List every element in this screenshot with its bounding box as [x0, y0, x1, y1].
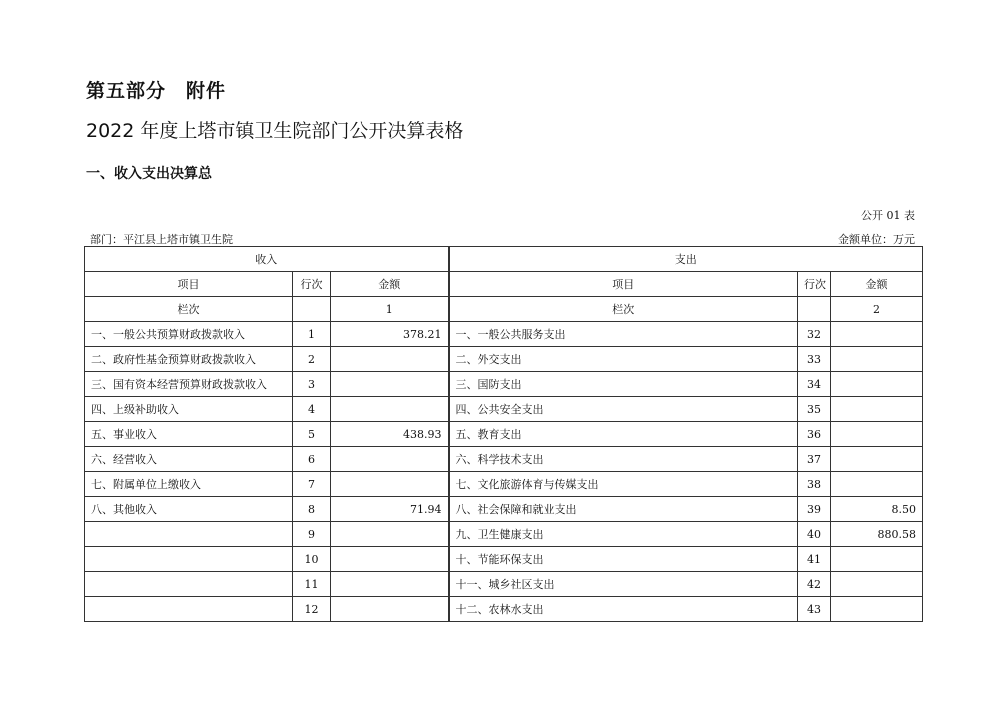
income-item-cell: 五、事业收入 [85, 422, 293, 447]
income-rowno-cell: 2 [293, 347, 331, 372]
table-row [85, 497, 923, 522]
income-rowno-cell: 8 [293, 497, 331, 522]
income-item-cell: 二、政府性基金预算财政拨款收入 [85, 347, 293, 372]
income-item-cell [85, 547, 293, 572]
income-amount-cell [331, 522, 449, 547]
table-row [85, 347, 923, 372]
table-row [85, 422, 923, 447]
income-amount-cell: 378.21 [331, 322, 449, 347]
income-item-cell: 六、经营收入 [85, 447, 293, 472]
expense-amount-cell: 8.50 [831, 497, 923, 522]
income-item-cell [85, 572, 293, 597]
income-amount-cell [331, 372, 449, 397]
expense-rowno-cell: 40 [798, 522, 831, 547]
income-column-number: 1 [331, 297, 449, 322]
expense-amount-cell [831, 347, 923, 372]
income-amount-cell [331, 397, 449, 422]
income-rowno-cell: 11 [293, 572, 331, 597]
income-amount-cell: 438.93 [331, 422, 449, 447]
part-heading: 第五部分 附件 [86, 80, 227, 102]
table-row [85, 447, 923, 472]
income-rowno-cell: 7 [293, 472, 331, 497]
income-rowno-header: 行次 [293, 272, 331, 297]
expense-rowno-cell: 42 [798, 572, 831, 597]
expense-header: 支出 [449, 247, 923, 272]
table-row [85, 397, 923, 422]
income-amount-cell [331, 347, 449, 372]
expense-item-cell: 二、外交支出 [449, 347, 798, 372]
expense-amount-cell [831, 422, 923, 447]
income-rowno-cell: 4 [293, 397, 331, 422]
income-rowno-cell: 9 [293, 522, 331, 547]
expense-item-cell: 三、国防支出 [449, 372, 798, 397]
expense-item-cell: 五、教育支出 [449, 422, 798, 447]
expense-rowno-cell: 37 [798, 447, 831, 472]
table-row [85, 522, 923, 547]
income-rowno-cell: 5 [293, 422, 331, 447]
expense-item-header: 项目 [449, 272, 798, 297]
income-item-cell [85, 597, 293, 622]
expense-rowno-cell: 33 [798, 347, 831, 372]
expense-item-cell: 七、文化旅游体育与传媒支出 [449, 472, 798, 497]
expense-item-cell: 四、公共安全支出 [449, 397, 798, 422]
income-amount-cell: 71.94 [331, 497, 449, 522]
table-row [85, 547, 923, 572]
section-heading: 一、收入支出决算总 [86, 166, 212, 182]
income-column-order-blank [293, 297, 331, 322]
income-item-cell: 七、附属单位上缴收入 [85, 472, 293, 497]
expense-rowno-cell: 39 [798, 497, 831, 522]
expense-item-cell: 一、一般公共服务支出 [449, 322, 798, 347]
expense-rowno-cell: 34 [798, 372, 831, 397]
income-rowno-cell: 12 [293, 597, 331, 622]
income-amount-cell [331, 447, 449, 472]
expense-rowno-cell: 32 [798, 322, 831, 347]
expense-amount-cell: 880.58 [831, 522, 923, 547]
income-item-header: 项目 [85, 272, 293, 297]
table-row [85, 572, 923, 597]
expense-column-order-blank [798, 297, 831, 322]
table-row [85, 472, 923, 497]
expense-item-cell: 六、科学技术支出 [449, 447, 798, 472]
table-number: 公开 01 表 [861, 209, 915, 222]
income-amount-header: 金额 [331, 272, 449, 297]
income-rowno-cell: 10 [293, 547, 331, 572]
expense-item-cell: 九、卫生健康支出 [449, 522, 798, 547]
income-rowno-cell: 3 [293, 372, 331, 397]
expense-item-cell: 十、节能环保支出 [449, 547, 798, 572]
expense-rowno-cell: 35 [798, 397, 831, 422]
expense-rowno-header: 行次 [798, 272, 831, 297]
expense-amount-cell [831, 547, 923, 572]
income-item-cell [85, 522, 293, 547]
income-amount-cell [331, 472, 449, 497]
expense-amount-cell [831, 472, 923, 497]
expense-item-cell: 八、社会保障和就业支出 [449, 497, 798, 522]
income-item-cell: 一、一般公共预算财政拨款收入 [85, 322, 293, 347]
expense-amount-cell [831, 572, 923, 597]
expense-rowno-cell: 43 [798, 597, 831, 622]
expense-amount-cell [831, 322, 923, 347]
income-item-cell: 八、其他收入 [85, 497, 293, 522]
amount-unit-label: 金额单位：万元 [838, 233, 915, 246]
expense-item-cell: 十二、农林水支出 [449, 597, 798, 622]
expense-column-order-label: 栏次 [449, 297, 798, 322]
income-item-cell: 三、国有资本经营预算财政拨款收入 [85, 372, 293, 397]
income-header: 收入 [85, 247, 449, 272]
expense-amount-cell [831, 447, 923, 472]
income-rowno-cell: 6 [293, 447, 331, 472]
header-row-columns [85, 272, 923, 297]
income-item-cell: 四、上级补助收入 [85, 397, 293, 422]
header-row-column-order [85, 297, 923, 322]
expense-rowno-cell: 41 [798, 547, 831, 572]
expense-item-cell: 十一、城乡社区支出 [449, 572, 798, 597]
income-expense-table [84, 246, 923, 622]
table-row [85, 322, 923, 347]
income-amount-cell [331, 597, 449, 622]
expense-amount-cell [831, 372, 923, 397]
income-column-order-label: 栏次 [85, 297, 293, 322]
department-label: 部门：平江县上塔市镇卫生院 [90, 233, 233, 246]
expense-column-number: 2 [831, 297, 923, 322]
expense-amount-header: 金额 [831, 272, 923, 297]
expense-rowno-cell: 38 [798, 472, 831, 497]
expense-amount-cell [831, 397, 923, 422]
income-amount-cell [331, 572, 449, 597]
expense-amount-cell [831, 597, 923, 622]
document-title: 2022 年度上塔市镇卫生院部门公开决算表格 [86, 120, 464, 142]
income-amount-cell [331, 547, 449, 572]
expense-rowno-cell: 36 [798, 422, 831, 447]
header-row-sections [85, 247, 923, 272]
table-row [85, 372, 923, 397]
table-row [85, 597, 923, 622]
income-rowno-cell: 1 [293, 322, 331, 347]
